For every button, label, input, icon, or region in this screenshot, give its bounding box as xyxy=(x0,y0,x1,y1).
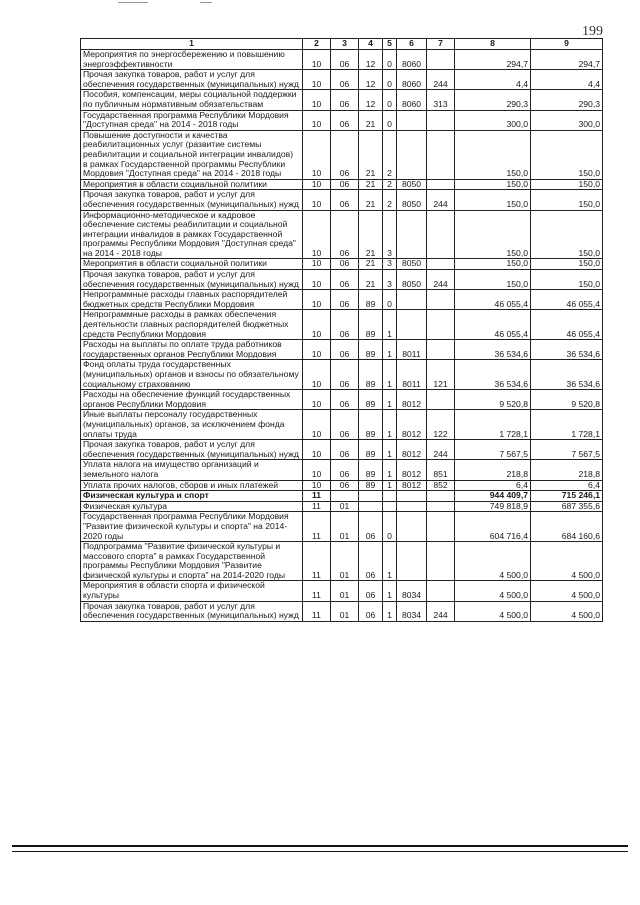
cell-expense-type: 122 xyxy=(427,410,455,440)
cell-subsection: 06 xyxy=(331,179,359,190)
cell-expense-type xyxy=(427,542,455,581)
cell-direction: 8060 xyxy=(397,50,427,70)
cell-name: Расходы на выплаты по оплате труда работников государственных органов Республики Мордовия xyxy=(81,340,303,360)
cell-program: 06 xyxy=(359,601,383,621)
cell-amount-2: 150,0 xyxy=(531,130,603,179)
cell-section: 10 xyxy=(303,130,331,179)
cell-name: Непрограммные расходы в рамках обеспечения деятельности главных распорядителей бюджетных средств Республики Мордовия xyxy=(81,310,303,340)
cell-name: Иные выплаты персоналу государственных (муниципальных) органов, за исключением фонда оплаты труда xyxy=(81,410,303,440)
cell-section: 11 xyxy=(303,542,331,581)
scan-mark xyxy=(200,2,212,3)
cell-amount-2: 150,0 xyxy=(531,270,603,290)
table-row xyxy=(81,110,603,130)
cell-amount-1: 46 055,4 xyxy=(455,290,531,310)
cell-amount-2: 290,3 xyxy=(531,90,603,110)
cell-expense-type xyxy=(427,491,455,502)
scan-mark xyxy=(118,2,148,3)
cell-amount-2: 684 160,6 xyxy=(531,512,603,542)
cell-direction xyxy=(397,130,427,179)
cell-subsection: 01 xyxy=(331,512,359,542)
cell-program: 89 xyxy=(359,340,383,360)
table-row xyxy=(81,390,603,410)
cell-section: 10 xyxy=(303,390,331,410)
table-row xyxy=(81,70,603,90)
cell-name: Физическая культура xyxy=(81,501,303,512)
cell-subprogram: 3 xyxy=(383,270,397,290)
cell-direction: 8060 xyxy=(397,70,427,90)
cell-expense-type xyxy=(427,210,455,259)
table-row xyxy=(81,480,603,491)
cell-amount-2: 46 055,4 xyxy=(531,290,603,310)
cell-amount-2: 150,0 xyxy=(531,259,603,270)
column-header: 3 xyxy=(331,39,359,50)
cell-section: 10 xyxy=(303,50,331,70)
cell-section: 10 xyxy=(303,440,331,460)
table-row xyxy=(81,460,603,480)
cell-program: 06 xyxy=(359,542,383,581)
cell-amount-1: 4 500,0 xyxy=(455,601,531,621)
cell-amount-1: 290,3 xyxy=(455,90,531,110)
cell-expense-type: 244 xyxy=(427,70,455,90)
cell-section: 10 xyxy=(303,90,331,110)
cell-program: 12 xyxy=(359,50,383,70)
cell-program: 89 xyxy=(359,390,383,410)
cell-expense-type xyxy=(427,390,455,410)
column-header: 6 xyxy=(397,39,427,50)
cell-subprogram: 2 xyxy=(383,130,397,179)
cell-expense-type: 244 xyxy=(427,190,455,210)
cell-direction: 8060 xyxy=(397,90,427,110)
cell-subprogram: 1 xyxy=(383,360,397,390)
cell-amount-1: 294,7 xyxy=(455,50,531,70)
cell-amount-2: 300,0 xyxy=(531,110,603,130)
cell-amount-1: 4 500,0 xyxy=(455,581,531,601)
cell-section: 10 xyxy=(303,310,331,340)
cell-amount-1: 1 728,1 xyxy=(455,410,531,440)
cell-expense-type xyxy=(427,179,455,190)
cell-amount-1: 150,0 xyxy=(455,179,531,190)
cell-subsection: 06 xyxy=(331,310,359,340)
cell-name: Мероприятия по энергосбережению и повышению энергоэффективности xyxy=(81,50,303,70)
page-bottom-rule-thin xyxy=(12,851,628,852)
cell-subprogram: 1 xyxy=(383,542,397,581)
cell-direction: 8012 xyxy=(397,440,427,460)
cell-amount-1: 6,4 xyxy=(455,480,531,491)
cell-direction: 8012 xyxy=(397,410,427,440)
cell-name: Прочая закупка товаров, работ и услуг для обеспечения государственных (муниципальных) нужд xyxy=(81,190,303,210)
cell-name: Подпрограмма "Развитие физической культуры и массового спорта" в рамках Государственной программы Республики Мордовия "Развитие физической культуры и спорта" на 2014-2020 годы xyxy=(81,542,303,581)
cell-section: 11 xyxy=(303,501,331,512)
cell-expense-type xyxy=(427,501,455,512)
cell-program: 89 xyxy=(359,440,383,460)
cell-expense-type xyxy=(427,290,455,310)
cell-direction: 8050 xyxy=(397,259,427,270)
cell-subprogram: 0 xyxy=(383,110,397,130)
cell-amount-1: 4,4 xyxy=(455,70,531,90)
cell-subsection: 06 xyxy=(331,50,359,70)
cell-subsection: 06 xyxy=(331,390,359,410)
cell-expense-type xyxy=(427,110,455,130)
cell-subsection: 06 xyxy=(331,440,359,460)
cell-subprogram: 0 xyxy=(383,512,397,542)
cell-amount-1: 7 567,5 xyxy=(455,440,531,460)
cell-program: 21 xyxy=(359,110,383,130)
cell-direction: 8050 xyxy=(397,270,427,290)
cell-direction: 8050 xyxy=(397,179,427,190)
cell-name: Уплата прочих налогов, сборов и иных платежей xyxy=(81,480,303,491)
cell-expense-type: 851 xyxy=(427,460,455,480)
cell-direction: 8012 xyxy=(397,390,427,410)
cell-expense-type: 244 xyxy=(427,270,455,290)
cell-subprogram: 1 xyxy=(383,581,397,601)
cell-section: 11 xyxy=(303,601,331,621)
table-row xyxy=(81,130,603,179)
cell-expense-type: 244 xyxy=(427,440,455,460)
cell-direction: 8012 xyxy=(397,480,427,491)
cell-subprogram: 1 xyxy=(383,460,397,480)
table-row xyxy=(81,501,603,512)
cell-amount-2: 6,4 xyxy=(531,480,603,491)
cell-name: Прочая закупка товаров, работ и услуг для обеспечения государственных (муниципальных) нужд xyxy=(81,270,303,290)
cell-direction: 8011 xyxy=(397,360,427,390)
cell-name: Физическая культура и спорт xyxy=(81,491,303,502)
cell-name: Непрограммные расходы главных распорядителей бюджетных средств Республики Мордовия xyxy=(81,290,303,310)
cell-subprogram: 3 xyxy=(383,210,397,259)
cell-amount-1: 4 500,0 xyxy=(455,542,531,581)
cell-subsection: 06 xyxy=(331,259,359,270)
cell-section: 11 xyxy=(303,512,331,542)
cell-direction xyxy=(397,491,427,502)
cell-name: Повышение доступности и качества реабилитационных услуг (развитие системы реабилитации и социальной интеграции инвалидов) в рамках Государственной программы Республики Мордовия "Доступная среда" на 2014 - 2018 годы xyxy=(81,130,303,179)
cell-name: Прочая закупка товаров, работ и услуг для обеспечения государственных (муниципальных) нужд xyxy=(81,70,303,90)
column-header: 1 xyxy=(81,39,303,50)
cell-section: 10 xyxy=(303,410,331,440)
cell-program: 89 xyxy=(359,410,383,440)
cell-subprogram: 0 xyxy=(383,90,397,110)
cell-subprogram: 1 xyxy=(383,440,397,460)
page-bottom-rule xyxy=(12,845,628,847)
cell-subprogram xyxy=(383,501,397,512)
cell-subsection: 06 xyxy=(331,130,359,179)
cell-name: Мероприятия в области социальной политики xyxy=(81,179,303,190)
cell-name: Уплата налога на имущество организаций и земельного налога xyxy=(81,460,303,480)
cell-subsection: 06 xyxy=(331,290,359,310)
cell-direction: 8050 xyxy=(397,190,427,210)
cell-subprogram xyxy=(383,491,397,502)
cell-subsection: 06 xyxy=(331,70,359,90)
cell-name: Прочая закупка товаров, работ и услуг для обеспечения государственных (муниципальных) нужд xyxy=(81,601,303,621)
cell-subprogram: 1 xyxy=(383,480,397,491)
cell-direction xyxy=(397,290,427,310)
cell-program: 89 xyxy=(359,480,383,491)
table-row xyxy=(81,270,603,290)
cell-direction xyxy=(397,512,427,542)
cell-amount-1: 150,0 xyxy=(455,190,531,210)
cell-amount-2: 687 355,6 xyxy=(531,501,603,512)
cell-amount-1: 300,0 xyxy=(455,110,531,130)
cell-name: Государственная программа Республики Мордовия "Развитие физической культуры и спорта" на 2014-2020 годы xyxy=(81,512,303,542)
cell-section: 10 xyxy=(303,179,331,190)
column-header: 4 xyxy=(359,39,383,50)
cell-section: 10 xyxy=(303,70,331,90)
cell-program: 89 xyxy=(359,460,383,480)
cell-section: 10 xyxy=(303,210,331,259)
cell-amount-1: 604 716,4 xyxy=(455,512,531,542)
cell-expense-type xyxy=(427,581,455,601)
cell-direction: 8012 xyxy=(397,460,427,480)
cell-amount-1: 150,0 xyxy=(455,130,531,179)
cell-name: Прочая закупка товаров, работ и услуг для обеспечения государственных (муниципальных) нужд xyxy=(81,440,303,460)
table-row xyxy=(81,360,603,390)
cell-amount-2: 150,0 xyxy=(531,179,603,190)
table-row xyxy=(81,512,603,542)
cell-amount-2: 1 728,1 xyxy=(531,410,603,440)
cell-amount-1: 944 409,7 xyxy=(455,491,531,502)
cell-amount-2: 294,7 xyxy=(531,50,603,70)
cell-name: Мероприятия в области социальной политики xyxy=(81,259,303,270)
cell-amount-2: 4 500,0 xyxy=(531,542,603,581)
cell-program: 89 xyxy=(359,290,383,310)
cell-subprogram: 1 xyxy=(383,390,397,410)
cell-subsection: 06 xyxy=(331,460,359,480)
cell-amount-1: 46 055,4 xyxy=(455,310,531,340)
cell-amount-2: 4,4 xyxy=(531,70,603,90)
cell-program: 21 xyxy=(359,270,383,290)
cell-program: 89 xyxy=(359,360,383,390)
table-row xyxy=(81,190,603,210)
cell-direction xyxy=(397,310,427,340)
cell-amount-2: 36 534,6 xyxy=(531,360,603,390)
table-row xyxy=(81,601,603,621)
cell-amount-1: 9 520,8 xyxy=(455,390,531,410)
cell-expense-type xyxy=(427,310,455,340)
table-row xyxy=(81,50,603,70)
cell-subsection xyxy=(331,491,359,502)
table-row xyxy=(81,440,603,460)
cell-section: 10 xyxy=(303,460,331,480)
cell-amount-1: 36 534,6 xyxy=(455,360,531,390)
column-header: 9 xyxy=(531,39,603,50)
cell-subprogram: 0 xyxy=(383,70,397,90)
cell-amount-1: 150,0 xyxy=(455,259,531,270)
cell-direction xyxy=(397,501,427,512)
cell-amount-2: 715 246,1 xyxy=(531,491,603,502)
cell-direction: 8034 xyxy=(397,581,427,601)
cell-program: 21 xyxy=(359,130,383,179)
cell-amount-1: 150,0 xyxy=(455,210,531,259)
cell-subprogram: 0 xyxy=(383,290,397,310)
cell-subprogram: 1 xyxy=(383,340,397,360)
cell-amount-2: 46 055,4 xyxy=(531,310,603,340)
cell-amount-2: 218,8 xyxy=(531,460,603,480)
budget-table xyxy=(80,38,603,622)
cell-program xyxy=(359,491,383,502)
cell-subsection: 06 xyxy=(331,360,359,390)
cell-name: Мероприятия в области спорта и физической культуры xyxy=(81,581,303,601)
cell-section: 10 xyxy=(303,270,331,290)
cell-subsection: 01 xyxy=(331,601,359,621)
cell-amount-1: 218,8 xyxy=(455,460,531,480)
cell-section: 10 xyxy=(303,290,331,310)
cell-section: 11 xyxy=(303,491,331,502)
column-header: 7 xyxy=(427,39,455,50)
cell-section: 10 xyxy=(303,110,331,130)
cell-expense-type: 244 xyxy=(427,601,455,621)
cell-program: 21 xyxy=(359,259,383,270)
table-row xyxy=(81,410,603,440)
cell-section: 10 xyxy=(303,190,331,210)
cell-section: 10 xyxy=(303,340,331,360)
cell-program: 06 xyxy=(359,512,383,542)
cell-program: 89 xyxy=(359,310,383,340)
cell-program: 12 xyxy=(359,70,383,90)
cell-amount-2: 9 520,8 xyxy=(531,390,603,410)
cell-subprogram: 1 xyxy=(383,310,397,340)
page-number: 199 xyxy=(582,24,603,39)
cell-amount-2: 4 500,0 xyxy=(531,581,603,601)
column-header: 8 xyxy=(455,39,531,50)
cell-name: Пособия, компенсации, меры социальной поддержки по публичным нормативным обязательствам xyxy=(81,90,303,110)
cell-subsection: 06 xyxy=(331,270,359,290)
table-row xyxy=(81,210,603,259)
cell-subprogram: 3 xyxy=(383,259,397,270)
table-row xyxy=(81,90,603,110)
table-row xyxy=(81,179,603,190)
table-row xyxy=(81,491,603,502)
cell-expense-type xyxy=(427,512,455,542)
cell-direction xyxy=(397,542,427,581)
cell-expense-type xyxy=(427,50,455,70)
cell-expense-type xyxy=(427,130,455,179)
cell-amount-1: 150,0 xyxy=(455,270,531,290)
cell-direction xyxy=(397,110,427,130)
cell-subsection: 06 xyxy=(331,90,359,110)
cell-program: 21 xyxy=(359,179,383,190)
cell-expense-type xyxy=(427,259,455,270)
cell-subsection: 06 xyxy=(331,410,359,440)
cell-program: 12 xyxy=(359,90,383,110)
cell-section: 10 xyxy=(303,480,331,491)
cell-subprogram: 1 xyxy=(383,601,397,621)
cell-section: 10 xyxy=(303,360,331,390)
cell-name: Расходы на обеспечение функций государственных органов Республики Мордовия xyxy=(81,390,303,410)
cell-subprogram: 2 xyxy=(383,179,397,190)
cell-subsection: 06 xyxy=(331,190,359,210)
cell-direction: 8034 xyxy=(397,601,427,621)
table-row xyxy=(81,259,603,270)
cell-subsection: 06 xyxy=(331,480,359,491)
cell-amount-2: 36 534,6 xyxy=(531,340,603,360)
cell-name: Информационно-методическое и кадровое обеспечение системы реабилитации и социальной интеграции инвалидов в рамках Государственной программы Республики Мордовия "Доступная среда" на 2014 - 2018 годы xyxy=(81,210,303,259)
cell-subsection: 06 xyxy=(331,210,359,259)
cell-subsection: 01 xyxy=(331,581,359,601)
header-row xyxy=(81,39,603,50)
cell-program: 21 xyxy=(359,190,383,210)
cell-program: 06 xyxy=(359,581,383,601)
cell-section: 10 xyxy=(303,259,331,270)
cell-direction: 8011 xyxy=(397,340,427,360)
cell-subprogram: 2 xyxy=(383,190,397,210)
cell-subprogram: 1 xyxy=(383,410,397,440)
table-row xyxy=(81,290,603,310)
cell-amount-2: 4 500,0 xyxy=(531,601,603,621)
table-body xyxy=(81,50,603,622)
cell-program xyxy=(359,501,383,512)
cell-expense-type xyxy=(427,340,455,360)
column-header: 5 xyxy=(383,39,397,50)
cell-amount-1: 36 534,6 xyxy=(455,340,531,360)
cell-section: 11 xyxy=(303,581,331,601)
cell-subsection: 01 xyxy=(331,542,359,581)
cell-amount-2: 150,0 xyxy=(531,190,603,210)
cell-expense-type: 313 xyxy=(427,90,455,110)
column-header: 2 xyxy=(303,39,331,50)
cell-name: Фонд оплаты труда государственных (муниципальных) органов и взносы по обязательному социальному страхованию xyxy=(81,360,303,390)
cell-amount-1: 749 818,9 xyxy=(455,501,531,512)
cell-amount-2: 7 567,5 xyxy=(531,440,603,460)
cell-subprogram: 0 xyxy=(383,50,397,70)
cell-direction xyxy=(397,210,427,259)
cell-expense-type: 852 xyxy=(427,480,455,491)
table-row xyxy=(81,581,603,601)
table-row xyxy=(81,310,603,340)
cell-name: Государственная программа Республики Мордовия "Доступная среда" на 2014 - 2018 годы xyxy=(81,110,303,130)
cell-subsection: 06 xyxy=(331,340,359,360)
table-row xyxy=(81,340,603,360)
cell-amount-2: 150,0 xyxy=(531,210,603,259)
cell-expense-type: 121 xyxy=(427,360,455,390)
cell-program: 21 xyxy=(359,210,383,259)
cell-subsection: 01 xyxy=(331,501,359,512)
table-row xyxy=(81,542,603,581)
cell-subsection: 06 xyxy=(331,110,359,130)
